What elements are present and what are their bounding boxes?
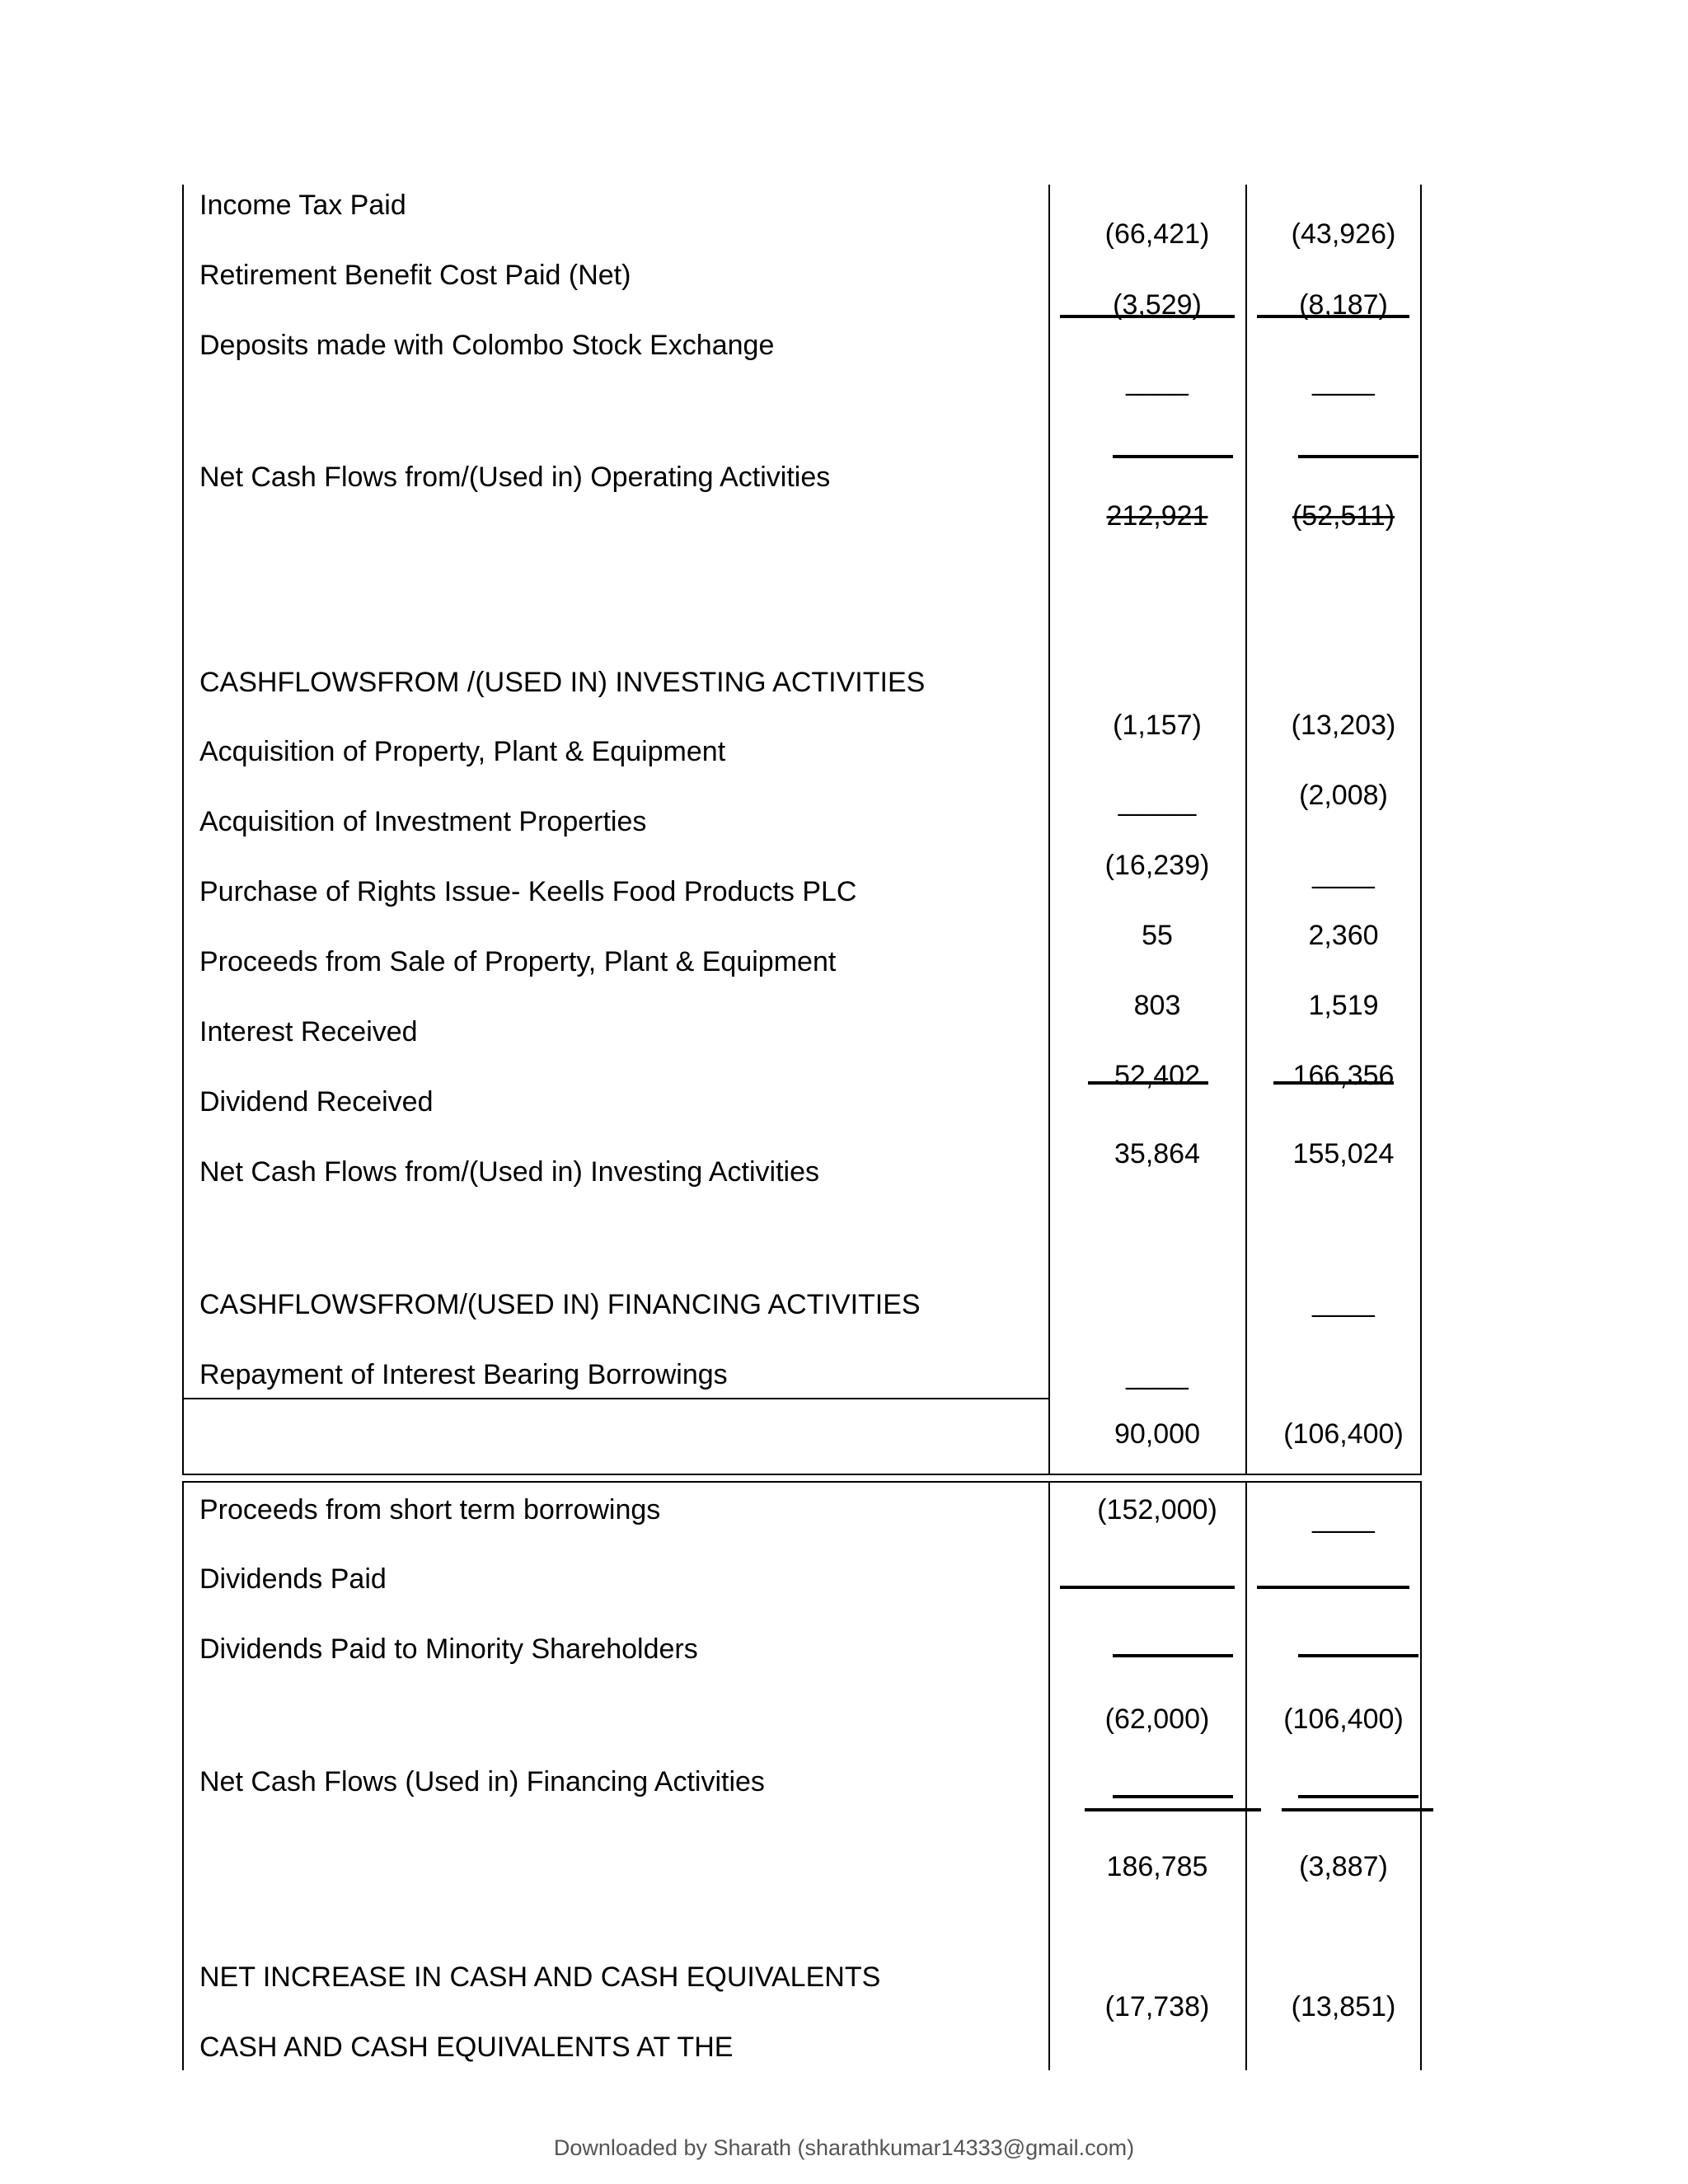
section-heading: CASHFLOWSFROM /(USED IN) INVESTING ACTIVITIES bbox=[199, 667, 926, 698]
row-label: Repayment of Interest Bearing Borrowings bbox=[199, 1359, 728, 1390]
rule-mark bbox=[1298, 1795, 1418, 1798]
value-col1: (152,000) bbox=[1097, 1494, 1217, 1526]
value-col1: (3,529) bbox=[1113, 289, 1202, 321]
row-label: Interest Received bbox=[199, 1016, 418, 1047]
value-col2: (13,851) bbox=[1291, 1991, 1396, 2022]
table-bottom-border-top bbox=[182, 1474, 1422, 1475]
value-col2: (3,887) bbox=[1299, 1851, 1388, 1882]
value-col2: (2,008) bbox=[1299, 780, 1388, 811]
rule-mark bbox=[1113, 455, 1233, 458]
value-col2: ____ bbox=[1312, 1286, 1375, 1318]
value-col1: (62,000) bbox=[1104, 1704, 1210, 1735]
rule-mark bbox=[1298, 1654, 1418, 1657]
rule-mark bbox=[1113, 1654, 1233, 1657]
value-col2: (52,511) bbox=[1292, 500, 1395, 532]
value-col1: 212,921 bbox=[1106, 500, 1208, 532]
value-col2: ____ bbox=[1312, 1502, 1375, 1534]
value-col1: ____ bbox=[1126, 365, 1189, 396]
row-label: Proceeds from Sale of Property, Plant & Equipment bbox=[199, 946, 837, 977]
value-col2: 1,519 bbox=[1308, 990, 1379, 1021]
row-label: Net Cash Flows from/(Used in) Operating Activities bbox=[199, 462, 831, 493]
row-label: Net Cash Flows from/(Used in) Investing Activities bbox=[199, 1156, 820, 1188]
value-col2: (8,187) bbox=[1299, 289, 1388, 321]
row-label: Dividend Received bbox=[199, 1086, 434, 1118]
rule-mark bbox=[1060, 1586, 1235, 1589]
value-col1: 90,000 bbox=[1114, 1418, 1200, 1450]
table-left-border-top bbox=[182, 185, 184, 1475]
value-col1: 55 bbox=[1142, 920, 1173, 951]
value-col1: (16,239) bbox=[1104, 850, 1210, 881]
value-col2: 2,360 bbox=[1308, 920, 1379, 951]
table-col1-border-bottom bbox=[1048, 1481, 1050, 2070]
value-col2: ____ bbox=[1312, 858, 1375, 889]
row-label: Acquisition of Investment Properties bbox=[199, 806, 647, 837]
row-label: Dividends Paid bbox=[199, 1563, 387, 1595]
value-col2: (13,203) bbox=[1291, 710, 1396, 741]
value-col2: (106,400) bbox=[1283, 1704, 1404, 1735]
value-col2: ____ bbox=[1312, 365, 1375, 396]
value-col1: (66,421) bbox=[1104, 218, 1210, 250]
row-label: Deposits made with Colombo Stock Exchange bbox=[199, 330, 775, 361]
row-label: CASH AND CASH EQUIVALENTS AT THE bbox=[199, 2032, 734, 2063]
row-label: Dividends Paid to Minority Shareholders bbox=[199, 1633, 698, 1665]
row-label: NET INCREASE IN CASH AND CASH EQUIVALENTS bbox=[199, 1961, 881, 1993]
table-col2-border-bottom bbox=[1245, 1481, 1247, 2070]
row-label: Purchase of Rights Issue- Keells Food Products PLC bbox=[199, 876, 857, 907]
row-label: Income Tax Paid bbox=[199, 190, 406, 221]
section-heading: CASHFLOWSFROM/(USED IN) FINANCING ACTIVITIES bbox=[199, 1289, 921, 1320]
row-label: Net Cash Flows (Used in) Financing Activities bbox=[199, 1766, 765, 1797]
value-col1: (17,738) bbox=[1104, 1991, 1210, 2022]
value-col1: _____ bbox=[1118, 785, 1197, 817]
rule-mark bbox=[1282, 1808, 1433, 1811]
value-col1: 52,402 bbox=[1114, 1060, 1200, 1091]
row-label: Retirement Benefit Cost Paid (Net) bbox=[199, 260, 631, 291]
value-col1: 186,785 bbox=[1106, 1851, 1208, 1882]
table-top-border-bottom bbox=[182, 1481, 1422, 1483]
row-label: Acquisition of Property, Plant & Equipment bbox=[199, 736, 726, 767]
rule-mark bbox=[1298, 455, 1418, 458]
value-col1: 803 bbox=[1133, 990, 1181, 1021]
rule-mark bbox=[1257, 1586, 1409, 1589]
value-col1: (1,157) bbox=[1113, 710, 1202, 741]
table-row-divider bbox=[182, 1398, 1049, 1399]
value-col1: ____ bbox=[1126, 1359, 1189, 1390]
value-col2: (106,400) bbox=[1283, 1418, 1404, 1450]
value-col2: 155,024 bbox=[1292, 1138, 1395, 1169]
rule-mark bbox=[1085, 1808, 1261, 1811]
row-label: Proceeds from short term borrowings bbox=[199, 1494, 661, 1526]
value-col1: 35,864 bbox=[1114, 1138, 1200, 1169]
value-col2: (43,926) bbox=[1291, 218, 1396, 250]
value-col2: 166,356 bbox=[1292, 1060, 1395, 1091]
footer-download-note: Downloaded by Sharath (sharathkumar14333@gmail.com) bbox=[553, 2135, 1135, 2160]
table-right-border-bottom bbox=[1420, 1481, 1422, 2070]
table-left-border-bottom bbox=[182, 1481, 184, 2070]
rule-mark bbox=[1113, 1795, 1233, 1798]
